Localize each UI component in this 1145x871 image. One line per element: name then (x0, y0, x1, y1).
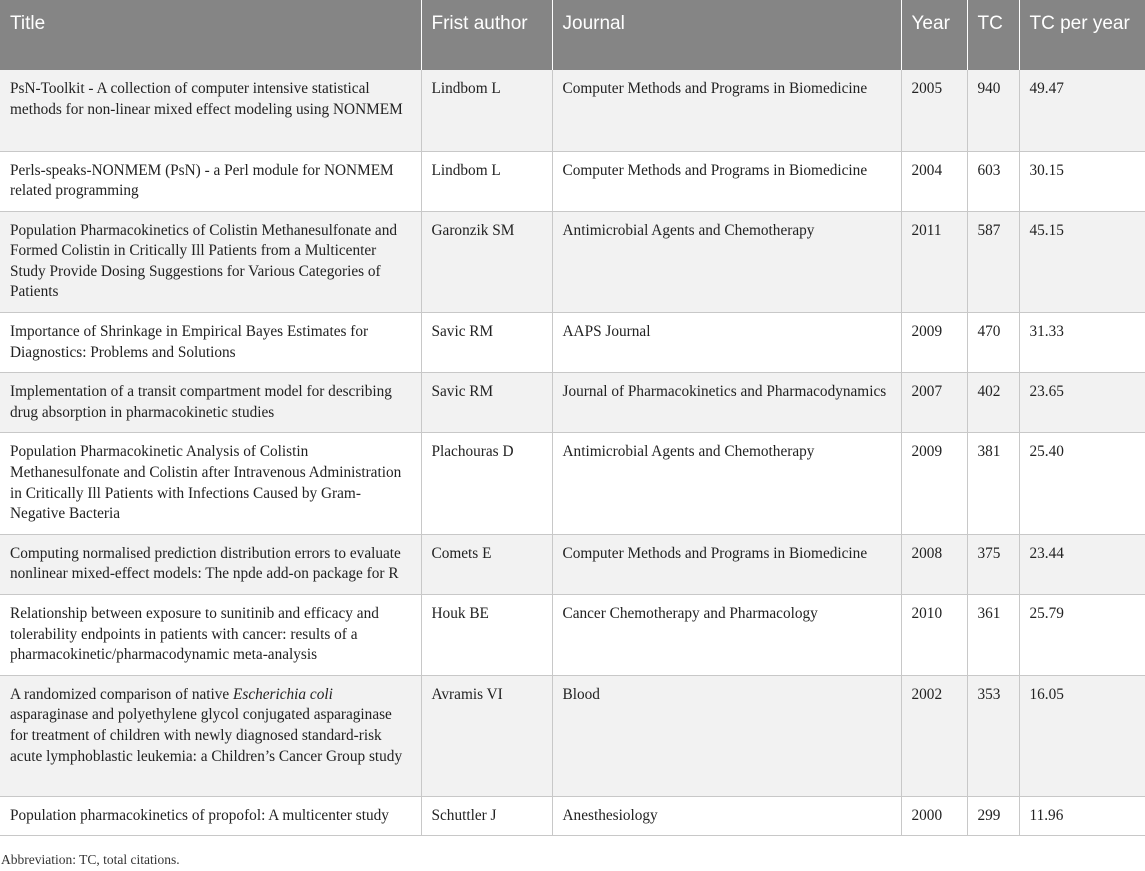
cell-tc: 375 (967, 534, 1019, 594)
cell-tc-per-year: 16.05 (1019, 675, 1145, 796)
header-journal: Journal (552, 0, 901, 70)
cell-year: 2008 (901, 534, 967, 594)
cell-tc-per-year: 23.44 (1019, 534, 1145, 594)
cell-journal: Blood (552, 675, 901, 796)
cell-tc-per-year: 45.15 (1019, 211, 1145, 312)
cell-year: 2005 (901, 70, 967, 151)
cell-year: 2011 (901, 211, 967, 312)
cell-author: Avramis VI (421, 675, 552, 796)
header-tc: TC (967, 0, 1019, 70)
cell-title: Population pharmacokinetics of propofol: A multicenter study (0, 796, 421, 836)
cell-year: 2004 (901, 151, 967, 211)
cell-tc-per-year: 30.15 (1019, 151, 1145, 211)
cell-title: Computing normalised prediction distribution errors to evaluate nonlinear mixed-effect models: The npde add-on package for R (0, 534, 421, 594)
cell-journal: Cancer Chemotherapy and Pharmacology (552, 595, 901, 676)
table-row (0, 534, 1145, 594)
cell-journal: AAPS Journal (552, 313, 901, 373)
table-row (0, 373, 1145, 433)
cell-author: Lindbom L (421, 70, 552, 151)
cell-author: Schuttler J (421, 796, 552, 836)
cell-title: Population Pharmacokinetics of Colistin Methanesulfonate and Formed Colistin in Critically Ill Patients from a Multicenter Study Provide Dosing Suggestions for Various Categories of Patients (0, 211, 421, 312)
cell-title: PsN-Toolkit - A collection of computer intensive statistical methods for non-linear mixed effect modeling using NONMEM (0, 70, 421, 151)
cell-title-part: A randomized comparison of native (10, 685, 234, 703)
cell-author: Lindbom L (421, 151, 552, 211)
cell-tc: 470 (967, 313, 1019, 373)
header-title: Title (10, 13, 46, 34)
cell-author: Houk BE (421, 595, 552, 676)
cell-title: Importance of Shrinkage in Empirical Bayes Estimates for Diagnostics: Problems and Solutions (0, 313, 421, 373)
cell-journal: Computer Methods and Programs in Biomedicine (552, 70, 901, 151)
table-row (0, 70, 1145, 151)
table-footnote: Abbreviation: TC, total citations. (1, 852, 180, 867)
cell-journal: Computer Methods and Programs in Biomedicine (552, 534, 901, 594)
table-row (0, 211, 1145, 312)
cell-author: Plachouras D (421, 433, 552, 534)
cell-tc: 587 (967, 211, 1019, 312)
header-year: Year (901, 0, 967, 70)
cell-tc-per-year: 31.33 (1019, 313, 1145, 373)
cell-tc: 353 (967, 675, 1019, 796)
cell-tc-per-year: 25.79 (1019, 595, 1145, 676)
cell-year: 2009 (901, 313, 967, 373)
cell-title: Relationship between exposure to sunitinib and efficacy and tolerability endpoints in patients with cancer: results of a pharmacokinetic/pharmacodynamic meta-analysis (0, 595, 421, 676)
cell-tc: 299 (967, 796, 1019, 836)
cell-journal: Journal of Pharmacokinetics and Pharmacodynamics (552, 373, 901, 433)
cell-title-species: Escherichia coli (233, 685, 333, 703)
table-row (0, 595, 1145, 676)
cell-tc-per-year: 25.40 (1019, 433, 1145, 534)
table-row (0, 151, 1145, 211)
table-row (0, 796, 1145, 836)
cell-title (0, 675, 421, 796)
header-first-author: Frist author (421, 0, 552, 70)
cell-journal: Anesthesiology (552, 796, 901, 836)
cell-title: Population Pharmacokinetic Analysis of Colistin Methanesulfonate and Colistin after Intravenous Administration in Critically Ill Patients with Infections Caused by Gram-Negative Bacteria (0, 433, 421, 534)
cell-tc: 603 (967, 151, 1019, 211)
cell-tc-per-year: 11.96 (1019, 796, 1145, 836)
cell-journal: Antimicrobial Agents and Chemotherapy (552, 433, 901, 534)
cell-tc: 402 (967, 373, 1019, 433)
cell-title: Perls-speaks-NONMEM (PsN) - a Perl module for NONMEM related programming (0, 151, 421, 211)
cell-tc: 361 (967, 595, 1019, 676)
cell-tc: 940 (967, 70, 1019, 151)
cell-tc-per-year: 49.47 (1019, 70, 1145, 151)
cell-journal: Computer Methods and Programs in Biomedicine (552, 151, 901, 211)
cell-tc: 381 (967, 433, 1019, 534)
cell-year: 2007 (901, 373, 967, 433)
cell-author: Savic RM (421, 373, 552, 433)
cell-title: Implementation of a transit compartment model for describing drug absorption in pharmacokinetic studies (0, 373, 421, 433)
cell-year: 2009 (901, 433, 967, 534)
table-row (0, 675, 1145, 796)
table-row (0, 313, 1145, 373)
cell-year: 2000 (901, 796, 967, 836)
cell-author: Savic RM (421, 313, 552, 373)
header-tc-per-year: TC per year (1019, 0, 1145, 70)
table-header-row (0, 0, 1145, 70)
cell-author: Comets E (421, 534, 552, 594)
cell-author: Garonzik SM (421, 211, 552, 312)
cell-journal: Antimicrobial Agents and Chemotherapy (552, 211, 901, 312)
cell-tc-per-year: 23.65 (1019, 373, 1145, 433)
table-row (0, 433, 1145, 534)
cell-title-part: asparaginase and polyethylene glycol conjugated asparaginase for treatment of children with newly diagnosed standard-risk acute lymphoblastic leukemia: a Children’s Cancer Group study (10, 706, 403, 765)
cell-year: 2002 (901, 675, 967, 796)
cell-year: 2010 (901, 595, 967, 676)
